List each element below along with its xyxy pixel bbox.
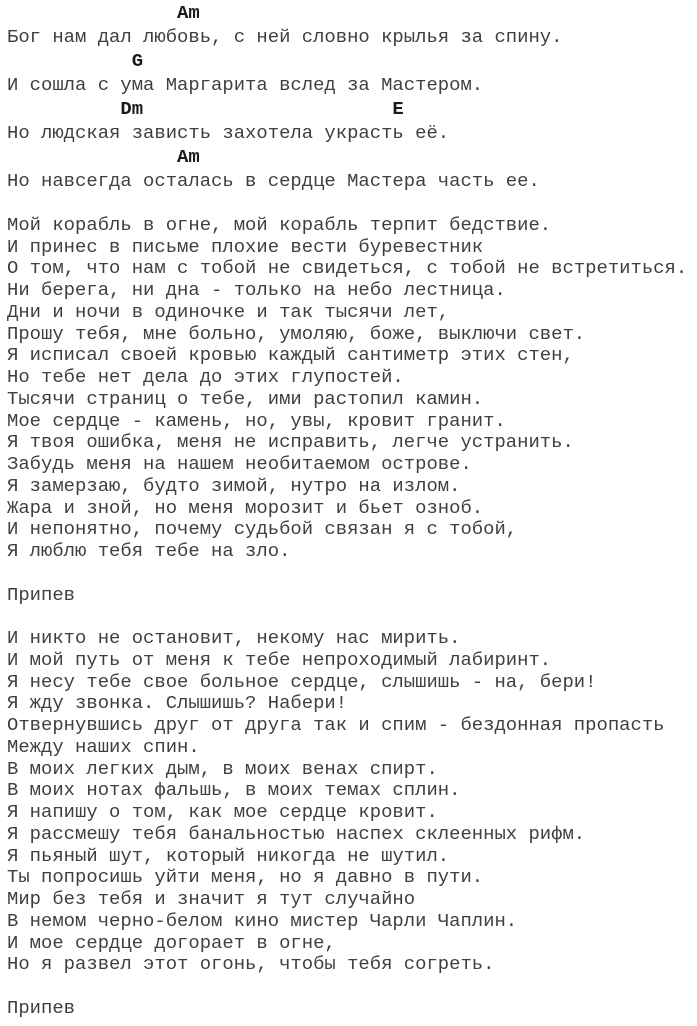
- lyric-line: В моих легких дым, в моих венах спирт.: [7, 757, 438, 780]
- section-chorus: [7, 628, 695, 976]
- lyric-line: Ни берега, ни дна - только на небо лестница.: [7, 279, 506, 301]
- lyric-line: Но навсегда осталась в сердце Мастера часть ее.: [7, 170, 540, 192]
- lyric-line: Мое сердце - камень, но, увы, кровит гранит.: [7, 409, 506, 432]
- lyric-line: И сошла с ума Маргарита вслед за Мастером.: [7, 74, 484, 96]
- lyric-line: И непонятно, почему судьбой связан я с тобой,: [7, 518, 518, 541]
- lyric-line: В моих нотах фальшь, в моих темах сплин.: [7, 779, 461, 802]
- blank-line: [7, 976, 695, 998]
- lyric-line: Между наших спин.: [7, 735, 200, 758]
- lyric-line: О том, что нам с тобой не свидеться, с тобой не встретиться.: [7, 257, 688, 280]
- chord-line: Dm E: [7, 98, 404, 120]
- lyric-line: Я исписал своей кровью каждый сантиметр этих стен,: [7, 344, 574, 367]
- blank-line: [7, 563, 695, 585]
- lyric-line: И принес в письме плохие вести буревестник: [7, 235, 484, 258]
- blank-line: [7, 193, 695, 215]
- section-chorus-label-1: [7, 585, 695, 607]
- chord-line: Am: [7, 146, 200, 168]
- lyric-line: Мой корабль в огне, мой корабль терпит бедствие.: [7, 213, 552, 236]
- section-label: Припев: [7, 996, 76, 1019]
- lyric-line: Но людская зависть захотела украсть её.: [7, 122, 450, 144]
- blank-line: [7, 606, 695, 628]
- lyric-line: Я несу тебе свое больное сердце, слышишь - на, бери!: [7, 670, 597, 693]
- lyric-line: Бог нам дал любовь, с ней словно крылья за спину.: [7, 26, 563, 48]
- section-verse-1: [7, 215, 695, 563]
- section-label: Припев: [7, 583, 76, 606]
- section-intro-with-chords: [7, 1, 695, 193]
- chord-line: G: [7, 50, 144, 72]
- lyric-line: Прошу тебя, мне больно, умоляю, боже, выключи свет.: [7, 322, 586, 345]
- lyric-line: Я пьяный шут, который никогда не шутил.: [7, 844, 450, 867]
- lyric-line: И мое сердце догорает в огне,: [7, 931, 336, 954]
- lyric-line: Отвернувшись друг от друга так и спим - бездонная пропасть: [7, 714, 665, 736]
- lyric-line: Я рассмешу тебя банальностью наспех склеенных рифм.: [7, 822, 586, 845]
- lyric-line: Но тебе нет дела до этих глупостей.: [7, 366, 404, 388]
- lyric-line: Тысячи страниц о тебе, ими растопил камин.: [7, 387, 484, 410]
- lyric-line: И мой путь от меня к тебе непроходимый лабиринт.: [7, 648, 552, 671]
- lyric-line: Я твоя ошибка, меня не исправить, легче устранить.: [7, 431, 574, 454]
- lyric-line: Я напишу о том, как мое сердце кровит.: [7, 801, 438, 823]
- lyric-line: Жара и зной, но меня морозит и бьет озноб.: [7, 496, 484, 519]
- lyric-line: И никто не остановит, некому нас мирить.: [7, 627, 461, 649]
- lyric-line: Забудь меня на нашем необитаемом острове.: [7, 453, 472, 475]
- lyric-line: Я жду звонка. Слышишь? Набери!: [7, 692, 348, 715]
- lyric-line: Дни и ночи в одиночке и так тысячи лет,: [7, 300, 450, 323]
- lyric-line: Я замерзаю, будто зимой, нутро на излом.: [7, 474, 461, 497]
- lyric-line: Ты попросишь уйти меня, но я давно в пути.: [7, 866, 484, 889]
- lyric-line: Но я развел этот огонь, чтобы тебя согреть.: [7, 953, 495, 976]
- lyric-line: Мир без тебя и значит я тут случайно: [7, 888, 416, 910]
- lyric-line: Я люблю тебя тебе на зло.: [7, 540, 291, 562]
- lyric-line: В немом черно-белом кино мистер Чарли Чаплин.: [7, 909, 518, 932]
- chord-line: Am: [7, 2, 200, 24]
- section-chorus-label-2: [7, 998, 695, 1020]
